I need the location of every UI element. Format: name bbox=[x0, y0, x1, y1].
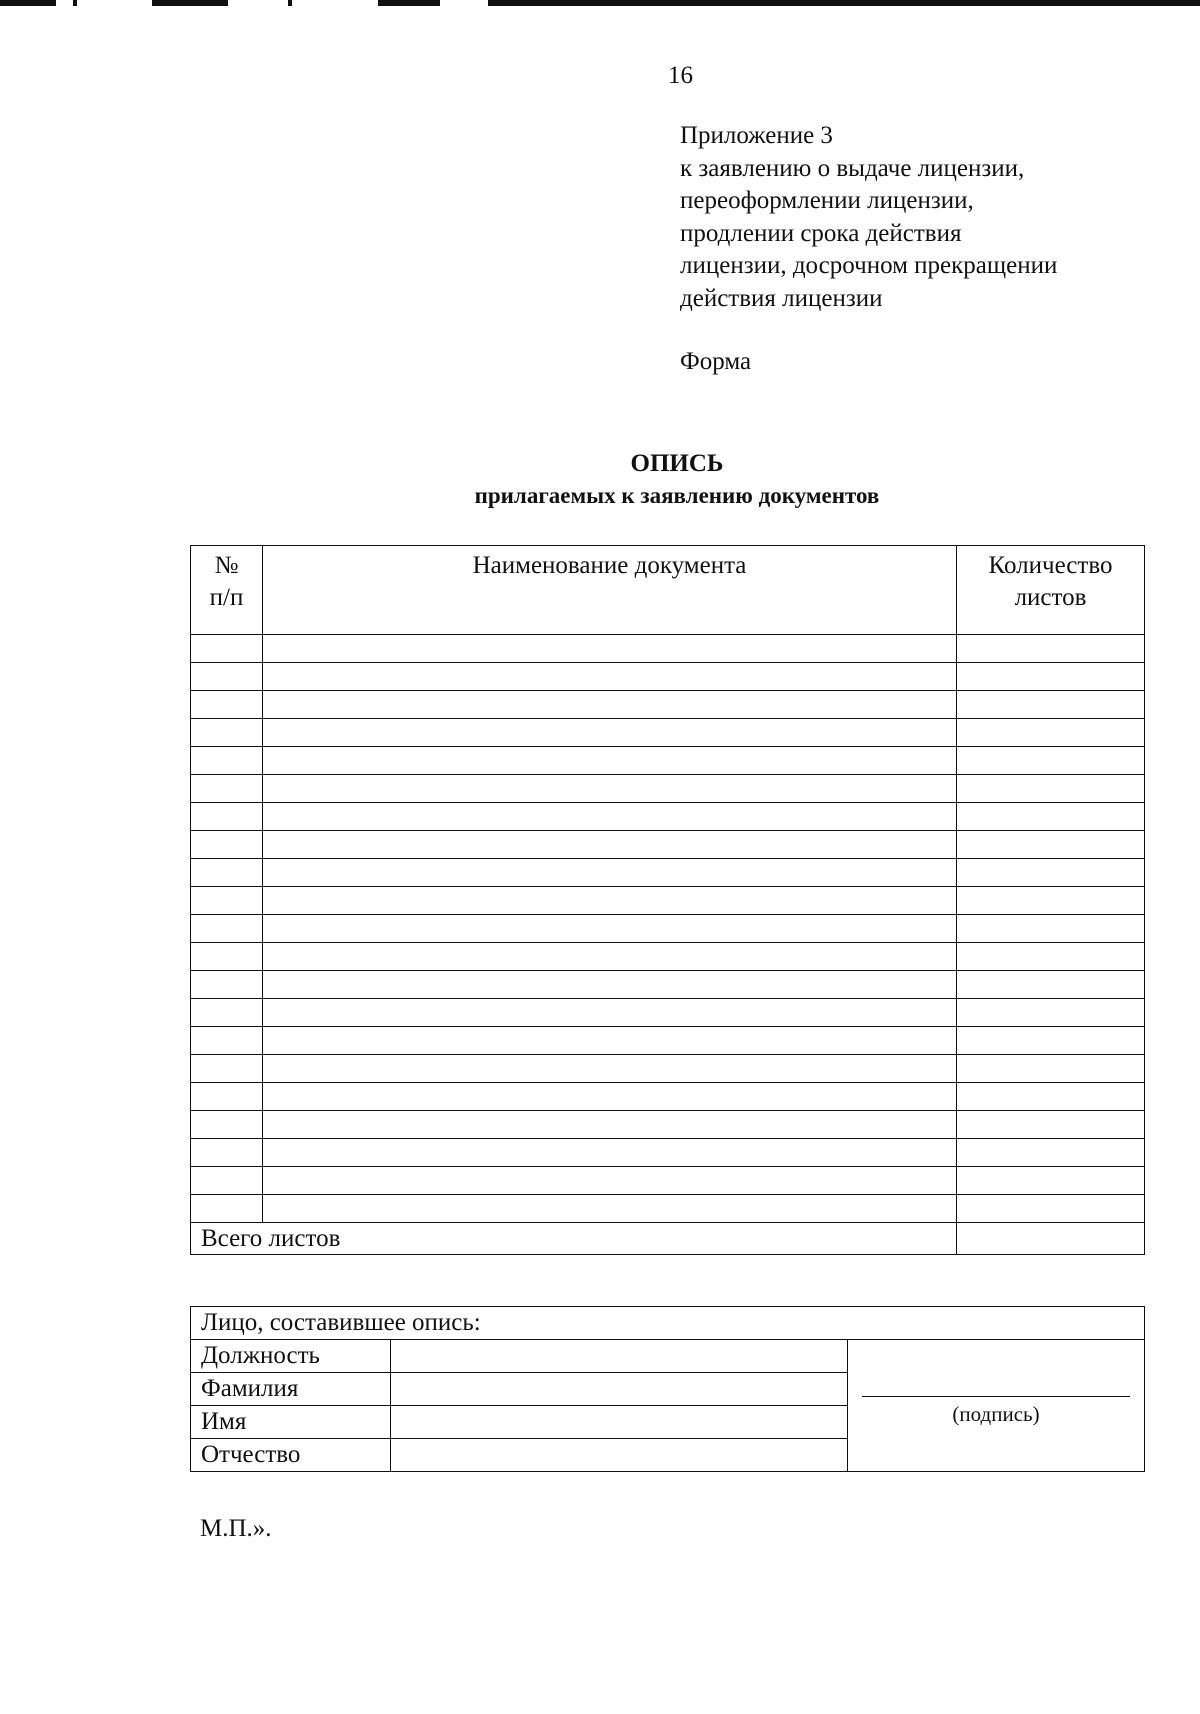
signature-caption: (подпись) bbox=[952, 1402, 1040, 1426]
header-sheet-count bbox=[957, 546, 1145, 635]
patronymic-field[interactable] bbox=[391, 1439, 848, 1472]
row-number-cell[interactable] bbox=[191, 1139, 263, 1167]
name-field[interactable] bbox=[391, 1406, 848, 1439]
row-document-name-cell[interactable] bbox=[263, 663, 957, 691]
header-number-symbol: № bbox=[214, 552, 239, 579]
documents-table bbox=[190, 545, 1145, 1255]
field-label-name: Имя bbox=[191, 1406, 391, 1439]
row-number-cell[interactable] bbox=[191, 691, 263, 719]
appendix-line: продлении срока действия bbox=[680, 219, 962, 247]
row-document-name-cell[interactable] bbox=[263, 943, 957, 971]
row-document-name-cell[interactable] bbox=[263, 1195, 957, 1223]
row-sheet-count-cell[interactable] bbox=[957, 999, 1145, 1027]
table-row bbox=[191, 831, 1145, 859]
row-document-name-cell[interactable] bbox=[263, 1167, 957, 1195]
table-row bbox=[191, 691, 1145, 719]
table-row bbox=[191, 887, 1145, 915]
row-document-name-cell[interactable] bbox=[263, 691, 957, 719]
appendix-line: переоформлении лицензии, bbox=[680, 187, 974, 214]
scan-artifact bbox=[152, 0, 228, 6]
row-sheet-count-cell[interactable] bbox=[957, 831, 1145, 859]
header-sheet-count-line1: Количество bbox=[988, 552, 1113, 579]
row-document-name-cell[interactable] bbox=[263, 999, 957, 1027]
row-number-cell[interactable] bbox=[191, 719, 263, 747]
page-number: 16 bbox=[668, 62, 693, 89]
appendix-line: к заявлению о выдаче лицензии, bbox=[680, 154, 1025, 182]
table-row bbox=[191, 859, 1145, 887]
header-number bbox=[191, 546, 263, 635]
person-row-position bbox=[191, 1340, 1145, 1373]
total-value-cell[interactable] bbox=[957, 1223, 1145, 1255]
row-document-name-cell[interactable] bbox=[263, 1139, 957, 1167]
row-number-cell[interactable] bbox=[191, 1111, 263, 1139]
row-number-cell[interactable] bbox=[191, 635, 263, 663]
surname-field[interactable] bbox=[391, 1373, 848, 1406]
appendix-line: лицензии, досрочном прекращении bbox=[680, 252, 1058, 279]
scan-artifact bbox=[73, 0, 77, 6]
document-title: ОПИСЬ bbox=[630, 450, 724, 477]
row-sheet-count-cell[interactable] bbox=[957, 747, 1145, 775]
table-row bbox=[191, 1027, 1145, 1055]
person-table bbox=[190, 1306, 1145, 1472]
row-sheet-count-cell[interactable] bbox=[957, 1139, 1145, 1167]
row-document-name-cell[interactable] bbox=[263, 1055, 957, 1083]
row-sheet-count-cell[interactable] bbox=[957, 1083, 1145, 1111]
table-row bbox=[191, 999, 1145, 1027]
row-document-name-cell[interactable] bbox=[263, 859, 957, 887]
total-label: Всего листов bbox=[191, 1223, 957, 1255]
table-header-row bbox=[191, 546, 1145, 635]
document-subtitle: прилагаемых к заявлению документов bbox=[474, 483, 880, 508]
row-document-name-cell[interactable] bbox=[263, 719, 957, 747]
row-number-cell[interactable] bbox=[191, 859, 263, 887]
field-label-position: Должность bbox=[191, 1340, 391, 1373]
table-row bbox=[191, 803, 1145, 831]
signature-cell[interactable] bbox=[848, 1340, 1145, 1472]
row-document-name-cell[interactable] bbox=[263, 1027, 957, 1055]
row-sheet-count-cell[interactable] bbox=[957, 1111, 1145, 1139]
appendix-note bbox=[680, 120, 1057, 315]
scan-artifact bbox=[288, 0, 292, 6]
table-row bbox=[191, 1055, 1145, 1083]
header-document-name: Наименование документа bbox=[263, 546, 957, 635]
person-heading-row bbox=[191, 1307, 1145, 1340]
row-number-cell[interactable] bbox=[191, 999, 263, 1027]
row-sheet-count-cell[interactable] bbox=[957, 635, 1145, 663]
row-number-cell[interactable] bbox=[191, 1083, 263, 1111]
form-label: Форма bbox=[680, 348, 752, 375]
field-label-patronymic: Отчество bbox=[191, 1439, 391, 1472]
row-sheet-count-cell[interactable] bbox=[957, 691, 1145, 719]
row-number-cell[interactable] bbox=[191, 663, 263, 691]
row-sheet-count-cell[interactable] bbox=[957, 1167, 1145, 1195]
row-number-cell[interactable] bbox=[191, 915, 263, 943]
table-row bbox=[191, 971, 1145, 999]
row-document-name-cell[interactable] bbox=[263, 915, 957, 943]
table-row bbox=[191, 775, 1145, 803]
row-number-cell[interactable] bbox=[191, 775, 263, 803]
row-sheet-count-cell[interactable] bbox=[957, 1055, 1145, 1083]
header-sheet-count-line2: листов bbox=[1014, 584, 1087, 611]
row-document-name-cell[interactable] bbox=[263, 971, 957, 999]
row-sheet-count-cell[interactable] bbox=[957, 943, 1145, 971]
stamp-note: М.П.». bbox=[200, 1515, 272, 1542]
signature-line bbox=[862, 1396, 1130, 1397]
table-row bbox=[191, 719, 1145, 747]
table-row bbox=[191, 943, 1145, 971]
row-number-cell[interactable] bbox=[191, 887, 263, 915]
row-number-cell[interactable] bbox=[191, 1027, 263, 1055]
row-number-cell[interactable] bbox=[191, 831, 263, 859]
table-row bbox=[191, 915, 1145, 943]
scan-artifact bbox=[378, 0, 440, 6]
appendix-line: действия лицензии bbox=[680, 284, 883, 312]
row-sheet-count-cell[interactable] bbox=[957, 915, 1145, 943]
row-sheet-count-cell[interactable] bbox=[957, 971, 1145, 999]
table-row bbox=[191, 1167, 1145, 1195]
row-sheet-count-cell[interactable] bbox=[957, 775, 1145, 803]
table-row bbox=[191, 1111, 1145, 1139]
row-document-name-cell[interactable] bbox=[263, 635, 957, 663]
row-sheet-count-cell[interactable] bbox=[957, 1195, 1145, 1223]
table-row bbox=[191, 635, 1145, 663]
field-label-surname: Фамилия bbox=[191, 1373, 391, 1406]
row-document-name-cell[interactable] bbox=[263, 747, 957, 775]
table-row bbox=[191, 1139, 1145, 1167]
table-row bbox=[191, 747, 1145, 775]
table-row bbox=[191, 1195, 1145, 1223]
row-number-cell[interactable] bbox=[191, 747, 263, 775]
row-sheet-count-cell[interactable] bbox=[957, 1027, 1145, 1055]
scan-artifact bbox=[0, 0, 56, 6]
row-number-cell[interactable] bbox=[191, 971, 263, 999]
row-document-name-cell[interactable] bbox=[263, 775, 957, 803]
position-field[interactable] bbox=[391, 1340, 848, 1373]
scan-artifact bbox=[488, 0, 1200, 6]
row-document-name-cell[interactable] bbox=[263, 1083, 957, 1111]
row-number-cell[interactable] bbox=[191, 1195, 263, 1223]
table-row bbox=[191, 1083, 1145, 1111]
row-number-cell[interactable] bbox=[191, 803, 263, 831]
header-number-abbr: п/п bbox=[209, 584, 244, 611]
total-row bbox=[191, 1223, 1145, 1255]
row-document-name-cell[interactable] bbox=[263, 1111, 957, 1139]
row-sheet-count-cell[interactable] bbox=[957, 887, 1145, 915]
row-number-cell[interactable] bbox=[191, 1055, 263, 1083]
appendix-line: Приложение 3 bbox=[680, 122, 833, 149]
row-document-name-cell[interactable] bbox=[263, 831, 957, 859]
row-sheet-count-cell[interactable] bbox=[957, 859, 1145, 887]
table-row bbox=[191, 663, 1145, 691]
row-sheet-count-cell[interactable] bbox=[957, 719, 1145, 747]
row-document-name-cell[interactable] bbox=[263, 803, 957, 831]
row-number-cell[interactable] bbox=[191, 943, 263, 971]
row-sheet-count-cell[interactable] bbox=[957, 803, 1145, 831]
row-number-cell[interactable] bbox=[191, 1167, 263, 1195]
row-sheet-count-cell[interactable] bbox=[957, 663, 1145, 691]
row-document-name-cell[interactable] bbox=[263, 887, 957, 915]
person-heading: Лицо, составившее опись: bbox=[191, 1307, 1145, 1340]
